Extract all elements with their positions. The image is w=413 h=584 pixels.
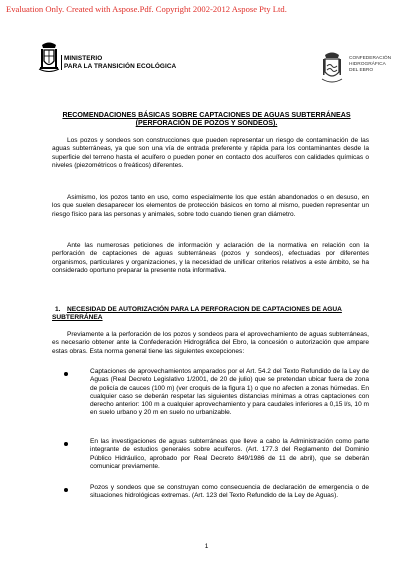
ministry-name [64,55,176,70]
section-1-title: NECESIDAD DE AUTORIZACIÓN PARA LA PERFORACION DE CAPTACIONES DE AGUA SUBTERRÁNEA [52,306,342,322]
ministry-line-1: MINISTERIO [64,55,103,62]
intro-paragraph-1: Los pozos y sondeos son construcciones que pueden representar un riesgo de contaminación de las aguas subterráneas, ya que son una vía de entrada preferente y rápida para los contaminantes desde la superficie del terreno hasta el acuífero o pueden poner en contacto dos acuíferos con calidades químicas o niveles (piezométricos o freáticos) diferentes. [52,137,369,169]
intro-paragraph-3: Ante las numerosas peticiones de información y aclaración de la normativa en relación con la perforación de captaciones de aguas subterráneas (pozos y sondeos), efectuadas por diferentes organismos, particulares y organizaciones, y la necesidad de unificar criterios relativos a este ámbito, se ha considerado oportuno preparar la presente nota informativa. [52,242,369,274]
confed-line-3: DEL EBRO [349,67,374,73]
section-1-number: 1. [55,306,61,313]
bullet-dot [64,442,68,446]
bullet-dot [64,372,68,376]
confederacion-logo [320,51,344,85]
title-line-1: RECOMENDACIONES BÁSICAS SOBRE CAPTACIONES DE AGUAS SUBTERRÁNEAS [62,111,351,119]
intro-paragraph-2: Asimismo, los pozos tanto en uso, como especialmente los que están abandonados o en desuso, en los que suelen desaparecer los elementos de protección básicos en torno al mismo, pueden representar un riesgo físico para las personas y animales, sobre todo cuando tienen gran diámetro. [52,194,369,218]
exception-bullet-2: En las investigaciones de aguas subterráneas que lleve a cabo la Administración como parte integrante de estudios generales sobre acuíferos. (Art. 177.3 del Reglamento del Dominio Público Hidráulico, aprobado por Real Decreto 849/1986 de 11 de abril), que se deberán comunicar previamente. [90,438,369,470]
evaluation-watermark: Evaluation Only. Created with Aspose.Pdf. Copyright 2002-2012 Aspose Pty Ltd. [6,4,287,14]
confed-line-1: CONFEDERACIÓN [349,56,392,61]
document-title [40,111,373,128]
section-1-heading [52,306,369,323]
exception-bullet-1: Captaciones de aprovechamientos amparados por el Art. 54.2 del Texto Refundido de la Ley de Aguas (Real Decreto Legislativo 1/2001, de 20 de julio) que se pretendan ubicar fuera de zona de policía de cauces (100 m) (ver croquis de la figura 1) o que no afecten a zonas húmedas. En cualquier caso se deberán respetar las siguientes distancias mínimas a otras captaciones con derecho anterior: 100 m a cualquier aprovechamiento y para caudales inferiores a 0,15 l/s, 10 m en suelo urbano y 20 m en suelo no urbanizable. [90,368,369,417]
confederacion-name [349,56,391,73]
page-number: 1 [204,543,209,550]
coat-of-arms-logo [38,41,60,73]
title-line-2: (PERFORACIÓN DE POZOS Y SONDEOS). [135,119,278,128]
section-1-paragraph: Previamente a la perforación de los pozos y sondeos para el aprovechamiento de aguas subterráneas, es necesario obtener ante la Confederación Hidrográfica del Ebro, la concesión o autorización que ampare estas obras. Esta norma general tiene las siguientes excepciones: [52,331,369,355]
page-header [0,0,413,110]
exception-bullet-3: Pozos y sondeos que se construyan como consecuencia de declaración de emergencia o de situaciones hidrológicas extremas. (Art. 123 del Texto Refundido de la Ley de Aguas). [90,484,369,500]
bullet-dot [64,488,68,492]
ministry-line-2: PARA LA TRANSICIÓN ECOLÓGICA [64,62,177,70]
confed-line-2: HIDROGRÁFICA [349,61,386,67]
